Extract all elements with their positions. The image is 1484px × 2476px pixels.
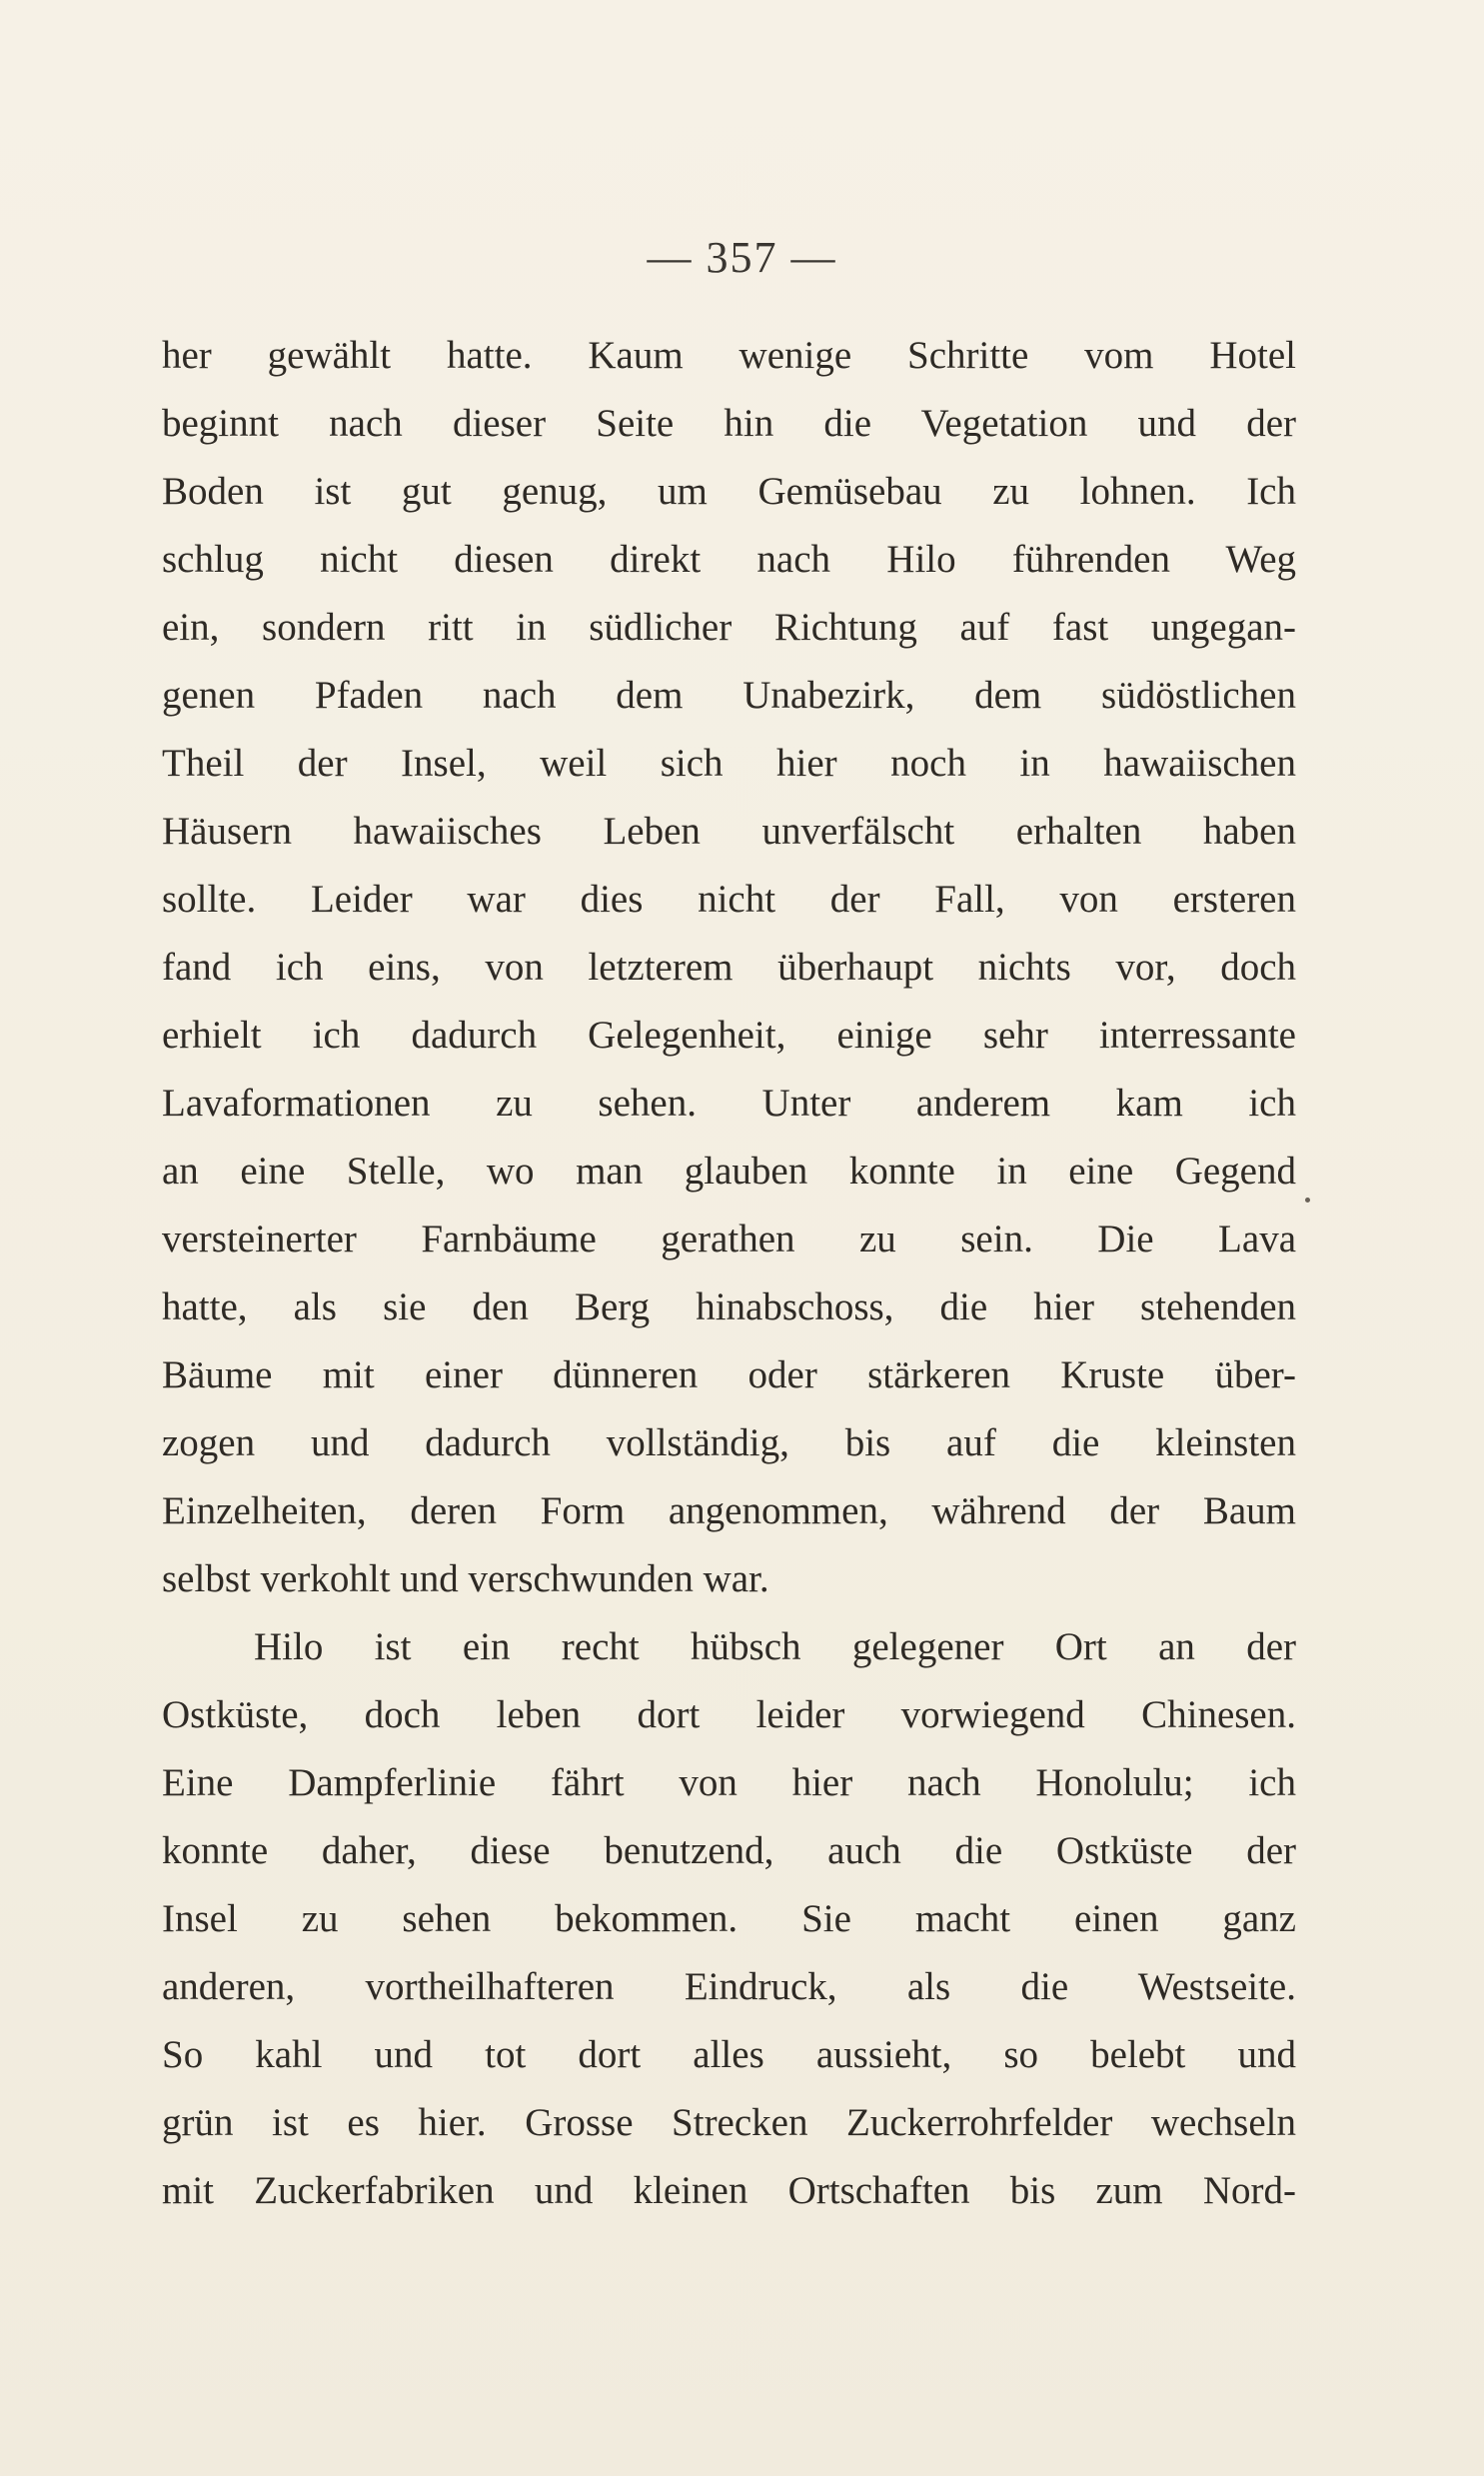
text-line: Theil der Insel, weil sich hier noch in hawaiischen xyxy=(162,742,1296,785)
text-line: Hilo ist ein recht hübsch gelegener Ort an der xyxy=(254,1625,1296,1668)
text-line: Bäume mit einer dünneren oder stärkeren Kruste über- xyxy=(162,1353,1296,1396)
text-line: selbst verkohlt und verschwunden war. xyxy=(162,1557,769,1600)
text-line: Insel zu sehen bekommen. Sie macht einen ganz xyxy=(162,1897,1296,1940)
paragraph-1 xyxy=(162,322,1296,1613)
body-text xyxy=(162,322,1296,2225)
text-line: So kahl und tot dort alles aussieht, so belebt und xyxy=(162,2033,1296,2076)
text-line: anderen, vortheilhafteren Eindruck, als die Westseite. xyxy=(162,1965,1296,2008)
text-line: genen Pfaden nach dem Unabezirk, dem südöstlichen xyxy=(162,674,1296,717)
text-line: beginnt nach dieser Seite hin die Vegetation und der xyxy=(162,402,1296,445)
text-line: Eine Dampferlinie fährt von hier nach Honolulu; ich xyxy=(162,1761,1296,1804)
text-line: konnte daher, diese benutzend, auch die Ostküste der xyxy=(162,1829,1296,1872)
text-line: schlug nicht diesen direkt nach Hilo führenden Weg xyxy=(162,538,1296,581)
text-line: Boden ist gut genug, um Gemüsebau zu lohnen. Ich xyxy=(162,470,1296,513)
page-number: — 357 — xyxy=(647,233,837,282)
text-line: grün ist es hier. Grosse Strecken Zuckerrohrfelder wechseln xyxy=(162,2101,1296,2144)
text-line: erhielt ich dadurch Gelegenheit, einige sehr interressante xyxy=(162,1014,1296,1057)
text-line: an eine Stelle, wo man glauben konnte in eine Gegend xyxy=(162,1150,1296,1193)
text-line: versteinerter Farnbäume gerathen zu sein. Die Lava xyxy=(162,1218,1296,1260)
text-line: Einzelheiten, deren Form angenommen, während der Baum xyxy=(162,1489,1296,1532)
paragraph-2 xyxy=(162,1613,1296,2225)
ink-speck xyxy=(1305,1198,1310,1203)
text-line: ein, sondern ritt in südlicher Richtung auf fast ungegan- xyxy=(162,606,1296,649)
text-line: her gewählt hatte. Kaum wenige Schritte vom Hotel xyxy=(162,334,1296,377)
text-line: hatte, als sie den Berg hinabschoss, die hier stehenden xyxy=(162,1285,1296,1328)
text-line: fand ich eins, von letzterem überhaupt nichts vor, doch xyxy=(162,946,1296,989)
text-line: Lavaformationen zu sehen. Unter anderem kam ich xyxy=(162,1082,1296,1125)
text-line: zogen und dadurch vollständig, bis auf die kleinsten xyxy=(162,1421,1296,1464)
text-line: sollte. Leider war dies nicht der Fall, von ersteren xyxy=(162,878,1296,921)
text-line: mit Zuckerfabriken und kleinen Ortschaften bis zum Nord- xyxy=(162,2169,1296,2212)
text-line: Ostküste, doch leben dort leider vorwiegend Chinesen. xyxy=(162,1693,1296,1736)
text-line: Häusern hawaiisches Leben unverfälscht erhalten haben xyxy=(162,810,1296,853)
